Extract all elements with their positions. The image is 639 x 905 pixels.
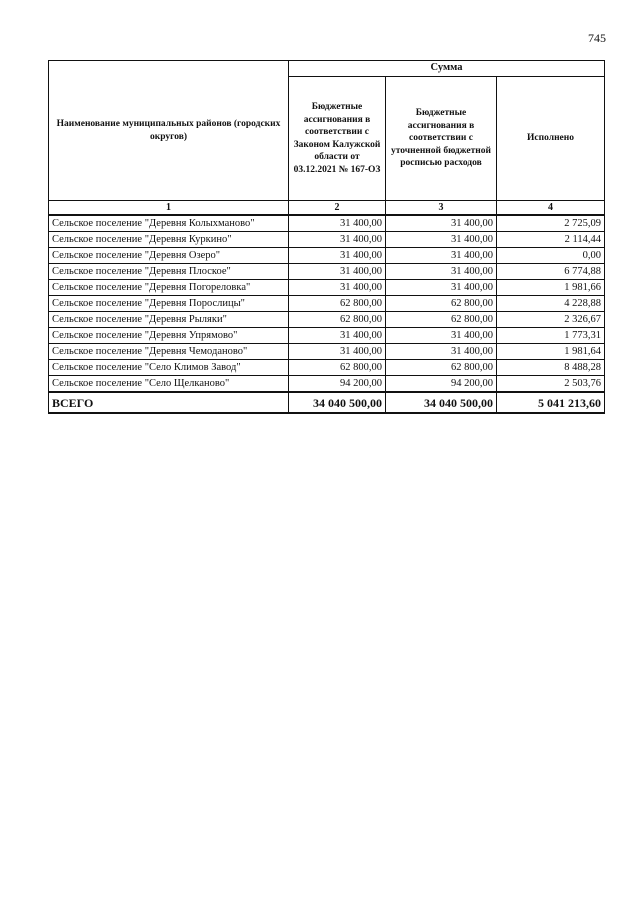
law-appropriation: 31 400,00 (289, 328, 386, 344)
refined-appropriation: 31 400,00 (386, 232, 497, 248)
table-row (49, 215, 605, 232)
total-refined-appropriation: 34 040 500,00 (386, 392, 497, 413)
law-appropriation: 31 400,00 (289, 215, 386, 232)
law-appropriation: 31 400,00 (289, 248, 386, 264)
header-col-4: Исполнено (497, 77, 605, 201)
settlement-name: Сельское поселение "Село Щелканово" (49, 376, 289, 393)
refined-appropriation: 31 400,00 (386, 328, 497, 344)
column-number: 4 (497, 201, 605, 216)
settlement-name: Сельское поселение "Деревня Колыхманово" (49, 215, 289, 232)
settlement-name: Сельское поселение "Деревня Погореловка" (49, 280, 289, 296)
refined-appropriation: 62 800,00 (386, 296, 497, 312)
law-appropriation: 31 400,00 (289, 280, 386, 296)
law-appropriation: 31 400,00 (289, 264, 386, 280)
settlement-name: Сельское поселение "Деревня Куркино" (49, 232, 289, 248)
settlement-name: Сельское поселение "Деревня Упрямово" (49, 328, 289, 344)
column-number: 3 (386, 201, 497, 216)
law-appropriation: 31 400,00 (289, 344, 386, 360)
refined-appropriation: 94 200,00 (386, 376, 497, 393)
settlement-name: Сельское поселение "Деревня Рыляки" (49, 312, 289, 328)
law-appropriation: 94 200,00 (289, 376, 386, 393)
total-row (49, 392, 605, 413)
header-col-2: Бюджетные ассигнования в соответствии с Законом Калужской области от 03.12.2021 № 167-ОЗ (289, 77, 386, 201)
table-row (49, 376, 605, 393)
page-number: 745 (588, 31, 606, 45)
refined-appropriation: 31 400,00 (386, 248, 497, 264)
settlement-name: Сельское поселение "Село Климов Завод" (49, 360, 289, 376)
table-row (49, 328, 605, 344)
executed-amount: 1 981,66 (497, 280, 605, 296)
total-executed-amount: 5 041 213,60 (497, 392, 605, 413)
table-row (49, 280, 605, 296)
executed-amount: 2 503,76 (497, 376, 605, 393)
budget-table (48, 60, 605, 414)
executed-amount: 8 488,28 (497, 360, 605, 376)
total-law-appropriation: 34 040 500,00 (289, 392, 386, 413)
table-row (49, 296, 605, 312)
table-row (49, 232, 605, 248)
column-number: 1 (49, 201, 289, 216)
executed-amount: 6 774,88 (497, 264, 605, 280)
refined-appropriation: 31 400,00 (386, 264, 497, 280)
settlement-name: Сельское поселение "Деревня Чемоданово" (49, 344, 289, 360)
executed-amount: 0,00 (497, 248, 605, 264)
column-number: 2 (289, 201, 386, 216)
law-appropriation: 62 800,00 (289, 360, 386, 376)
column-number-row (49, 201, 605, 216)
executed-amount: 1 773,31 (497, 328, 605, 344)
executed-amount: 1 981,64 (497, 344, 605, 360)
refined-appropriation: 31 400,00 (386, 215, 497, 232)
executed-amount: 2 326,67 (497, 312, 605, 328)
table-row (49, 264, 605, 280)
law-appropriation: 62 800,00 (289, 296, 386, 312)
executed-amount: 4 228,88 (497, 296, 605, 312)
settlement-name: Сельское поселение "Деревня Озеро" (49, 248, 289, 264)
settlement-name: Сельское поселение "Деревня Порослицы" (49, 296, 289, 312)
header-name-column: Наименование муниципальных районов (городских округов) (49, 61, 289, 201)
refined-appropriation: 62 800,00 (386, 360, 497, 376)
law-appropriation: 31 400,00 (289, 232, 386, 248)
table-row (49, 312, 605, 328)
header-col-3: Бюджетные ассигнования в соответствии с уточненной бюджетной росписью расходов (386, 77, 497, 201)
refined-appropriation: 62 800,00 (386, 312, 497, 328)
header-row-1 (49, 61, 605, 77)
header-sum-group: Сумма (289, 61, 605, 77)
table-row (49, 248, 605, 264)
refined-appropriation: 31 400,00 (386, 344, 497, 360)
law-appropriation: 62 800,00 (289, 312, 386, 328)
table-row (49, 344, 605, 360)
total-label: ВСЕГО (49, 392, 289, 413)
executed-amount: 2 725,09 (497, 215, 605, 232)
executed-amount: 2 114,44 (497, 232, 605, 248)
table-row (49, 360, 605, 376)
refined-appropriation: 31 400,00 (386, 280, 497, 296)
settlement-name: Сельское поселение "Деревня Плоское" (49, 264, 289, 280)
